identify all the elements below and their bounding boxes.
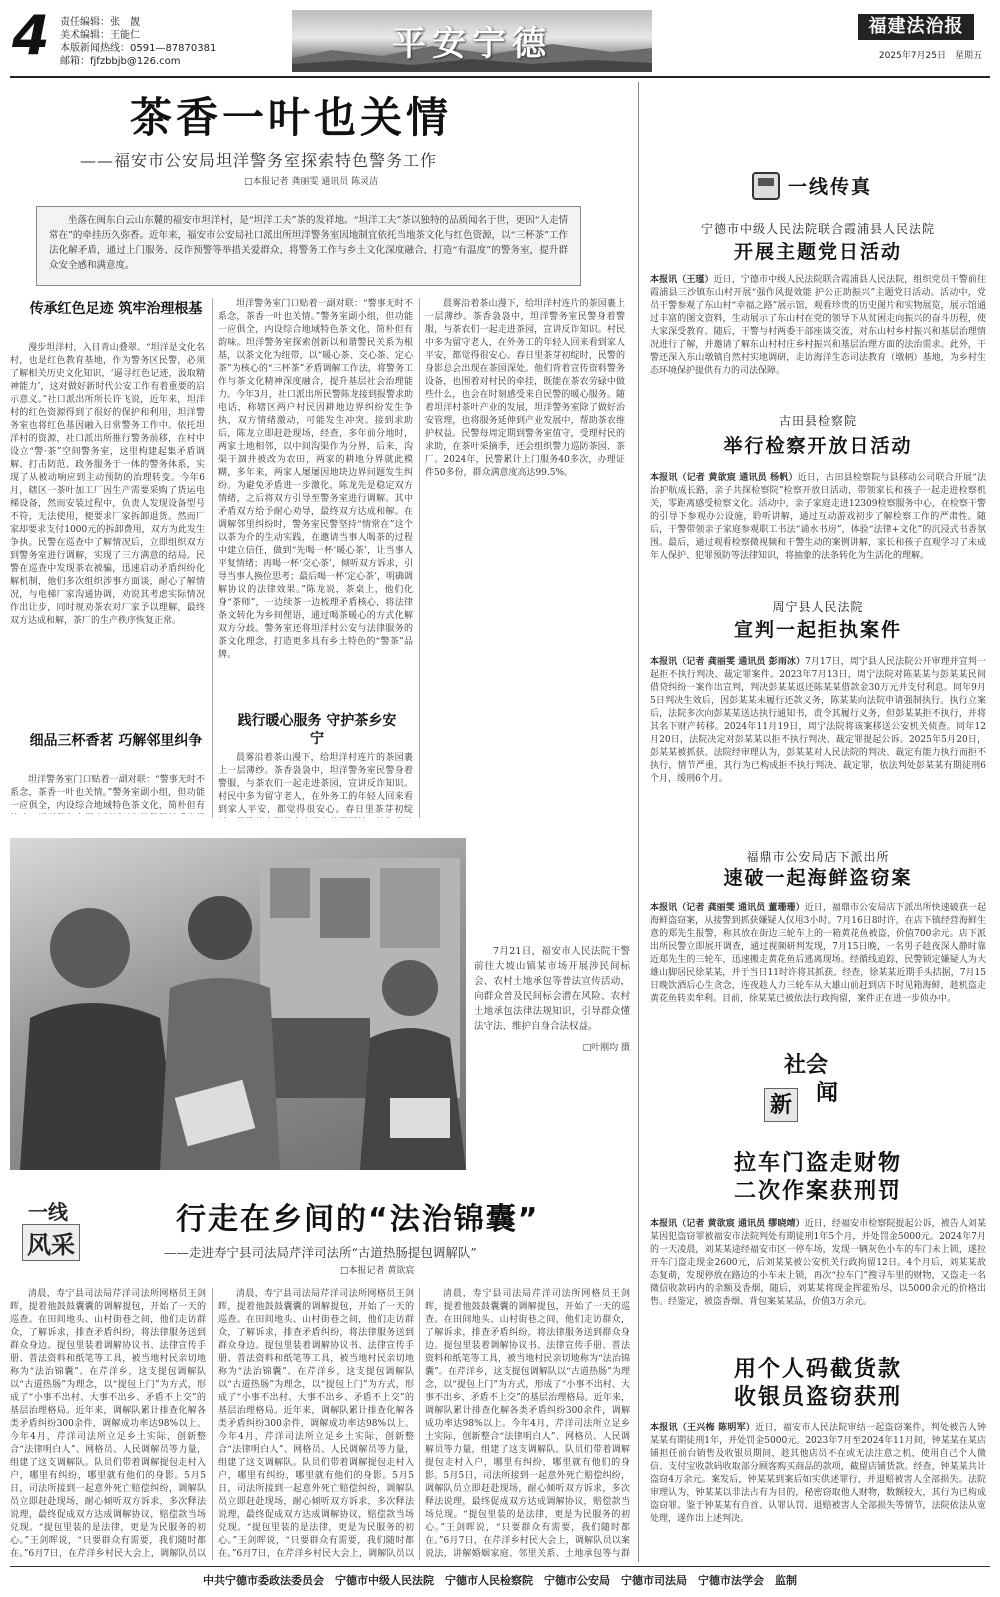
social-1-byline: 本报讯（记者 黄欲宸 通讯员 缪晓靖） xyxy=(650,1219,805,1229)
section-title-box xyxy=(752,168,882,204)
social-2-headline-b: 收银员盗窃获刑 xyxy=(733,1385,902,1410)
lead-section-2-cont: 坦洋警务室门口贴着一副对联：“警事无时不系念，茶香一叶也关情。”警务室副小组，但功能一应俱全，内设综合地域特色茶文化，简朴但有韵味。坦洋警务室探索创新以和谐警民关系为根基，以茶文化为纽带，以“暖心茶、交心茶、定心茶”为核心的“三杯茶”矛盾调解工作法，将警务工作与茶文化精神深度融合，提升基层社会治理能力。今年3月，社口派出所民警陈龙接到报警求助电话，称辖区两户村民因耕地边界纠纷发生争执，双方情绪激动，可能发生冲突。接到求助后，陈龙立即赶赴现场，经查，多年前分地时，两家土地相邻，以中间沟渠作为分界，后来，沟渠干涸并被改为农田，两家的耕地分界就此模糊，多年来，两家人屡屡因地块边界问题发生纠纷。为避免矛盾进一步激化，陈龙先是稳定双方情绪，之后将双方引导至警务室进行调解。其中矛盾双方给予耐心劝导，最终双方达成和解。在调解邻里纠纷时，警务室民警坚持“情常在”这个以茶为介的生动实践，在邀请当事人喝茶的过程中建立信任，做到“先喝一杯‘暖心茶’，让当事人平复情绪；再喝一杯‘交心茶’，倾听双方诉求，引导当事人换位思考；最后喝一杯‘定心茶’，明确调解协议的法律效果。”陈龙说，茶桌上，他们化身“茶师”，一边续茶一边梳理矛盾核心，将法律条文转化为乡间俚语，通过喝茶暖心的方式化解双方分歧。警务室还将坦洋村公安与法律服务的茶文化理念，打造更多具有乡土特色的“警茶”品牌。 xyxy=(218,299,413,660)
lead-section-1-text: 漫步坦洋村，入目青山叠翠。“坦洋是文化名村，也是红色教育基地，作为警务区民警，必须了解相关历史文化知识，‘逼寻红色记迹，汲取精神能力’，这对做好新时代公安工作有着重要的启示意义。”社口派出所所长许飞说，近年来，坦洋村的红色资源得到了很好的保护和利用，坦洋警务室也将红色基因融入日常警务工作中。依托坦洋村的资源，社口派出所推行警务前移，在村中设立“警·茶”空间警务室，这里构建起集矛盾调解、打击防范、政务服务于一体的警务体系，实现了从被动响应到主动预防的治理转变。今年6月，辖区一茶叶加工厂因生产需要采购了货运电梯设备，然而安装过程中，负责人发现设备型号不符，无法使用，便要求厂家拆卸退货。然而厂家却要求支付1000元的拆卸费用，双方为此发生争执。民警在巡查中了解情况后，立即组织双方到警务室进行调解，实现了三方满意的结局。民警在巡查中发现茶农被骗，迅速启动矛盾纠纷化解机制，他们多次组织涉事方面谈，耐心了解情况，与电梯厂家沟通协调，劝说其考虑实际情况作出让步，同时规劝茶农对厂家予以理解，最终双方达成和解，茶厂的生产秩序恢复正常。 xyxy=(10,343,205,626)
lead-byline: □本报记者 龚丽雯 通讯员 陈灵洁 xyxy=(244,177,379,187)
footer-rule xyxy=(10,1566,990,1567)
social-title-a: 社会 xyxy=(784,1053,829,1078)
news-3-byline: 本报讯（记者 龚丽雯 通讯员 彭雨冰） xyxy=(650,657,806,667)
lead-section-2-text: 坦洋警务室门口贴着一副对联：“警事无时不系念，茶香一叶也关情。”警务室副小组，但功能一应俱全，内设综合地域特色茶文化，简朴但有 xyxy=(10,775,205,811)
feature-subtitle: ——走进寿宁县司法局芹洋司法所“古道热肠提包调解队” xyxy=(164,1245,477,1260)
photo-illustration xyxy=(10,838,466,1170)
section-heading-1: 传承红色足迹 筑牢治理根基 xyxy=(29,301,203,317)
social-2-body xyxy=(650,1422,986,1560)
fax-icon xyxy=(752,172,780,200)
news-1-body xyxy=(650,274,986,392)
hotline: 本版新闻热线：0591—87870381 xyxy=(60,43,217,54)
lead-section-3-cont: 晨雾沿着茶山漫下，给坦洋村连片的茶园裹上一层薄纱。茶香袅袅中，坦洋警务室民警身着警服，与茶农们一起走进茶园，宣讲反诈知识。村民中多为留守老人，在外务工的年轻人回来看到家人平安，都觉得很安心。春日里茶芽初绽时，民警的身影总会出现在茶园深处。他们背着宣传资料警务设备，也围着对村民的牵挂，既能在茶农劳碌中做些什么，也会在时刻感受来自民警的暖心服务。随着坦洋村茶叶产业的发展，坦洋警务室除了做好治安管理，也将服务延伸到产业发展中，帮助茶农维护权益。民警每周定期到警务室值守，受理村民的求助，在茶叶采摘季，还会组织警力巡防茶园、茶厂。2024年，民警累计上门服务40多次，办理证件50多份，群众满意度高达99.5%。 xyxy=(425,299,625,478)
masthead: 福建法治报 xyxy=(858,14,974,40)
social-news-badge xyxy=(760,1048,870,1128)
column-badge-b: 风采 xyxy=(22,1224,80,1261)
page-number: 4 xyxy=(12,4,50,67)
news-4-byline: 本报讯（记者 龚丽雯 通讯员 董珊珊） xyxy=(650,903,805,913)
lead-section-3-text: 晨雾沿着茶山漫下，给坦洋村连片的茶园裹上一层薄纱。茶香袅袅中，坦洋警务室民警身着警服，与茶农们一起走进茶园，宣讲反诈知识。村民中多为留守老人，在外务工的年轻人回来看到家人平安，都觉得很安心。春日里茶芽初绽 xyxy=(218,753,413,815)
news-3-org: 周宁县人民法院 xyxy=(772,600,864,614)
lead-title: 茶香一叶也关情 xyxy=(130,93,453,142)
news-1-org: 宁德市中级人民法院联合霞浦县人民法院 xyxy=(700,222,935,236)
social-1-body xyxy=(650,1218,986,1336)
banner-title: 平安宁德 xyxy=(392,24,552,64)
photo-credit: □叶刚均 摄 xyxy=(582,1043,630,1053)
photo-caption-box xyxy=(470,940,630,1170)
header-rule xyxy=(10,76,990,78)
news-2-byline: 本报讯（记者 黄欲宸 通讯员 杨帆） xyxy=(650,473,798,483)
section-title: 一线传真 xyxy=(788,176,873,198)
news-4-text: 近日，福鼎市公安局店下派出所快速破获一起海鲜盗窃案，从接警到抓获嫌疑人仅用3小时。7月16日8时许，在店下镇经营海鲜生意的郑先生报警，称其放在街边三轮车上的一箱黄花鱼被盗，价值700余元。店下派出所民警立即展开调查，通过视频研判发现，7月15日晚，一名男子趁夜深人静时靠近郑先生的三轮车，迅速搬走黄花鱼后逃离现场。经循线追踪，民警锁定嫌疑人为大雄山脚居民徐某某，并于当日11时许将其抓获。经查，徐某某近期手头拮据，7月15日晚饮酒后心生贪念，连夜趁人力三轮车从大雄山前赶到店下时见箱海鲜，趁机盗走黄花鱼转卖牟利。目前，徐某某已被依法行政拘留，案件正在进一步侦办中。 xyxy=(650,903,986,1004)
section-heading-3: 践行暖心服务 守护茶乡安宁 xyxy=(237,713,397,747)
news-3-text: 7月17日，周宁县人民法院公开审理并宣判一起拒不执行判决、裁定罪案件。2023年7月13日，周宁法院对陈某某与彭某某民间借贷纠纷一案作出宣判，判决彭某某返还陈某某借款金30万元并支付利息。同年9月5日判决生效后，因彭某某未履行还款义务，陈某某向法院申请强制执行。执行立案后，法院多次向彭某某送达执行通知书，责令其履行义务，但彭某某拒不执行，并将其名下财产转移。2024年11月19日，周宁法院将该案移送公安机关侦查。同年12月20日，法院决定对彭某某以拒不执行判决、裁定罪提起公诉。2025年5月20日，彭某某被抓获。法院经审理认为，彭某某对人民法院的判决、裁定有能力执行而拒不执行，情节严重，其行为已构成拒不执行判决、裁定罪，依法判处彭某某有期徒刑6个月，缓刑6个月。 xyxy=(650,657,986,784)
art-editor-label: 美术编辑：王能仁 xyxy=(60,30,140,41)
feature-byline: □本报记者 黄欲宸 xyxy=(340,1266,415,1276)
issue-date: 2025年7月25日 星期五 xyxy=(878,51,982,61)
email: 邮箱：fjfzbbjb@126.com xyxy=(60,56,181,67)
news-4-org: 福鼎市公安局店下派出所 xyxy=(746,850,890,864)
header-banner xyxy=(292,10,652,72)
col-divider-2 xyxy=(419,298,420,818)
editor-info xyxy=(60,16,216,68)
news-2-body xyxy=(650,472,986,576)
lead-intro-box xyxy=(36,206,581,286)
feature-text-col-2: 清晨，寿宁县司法局芹洋司法所网格员王剑晖，提着他鼓鼓囊囊的调解提包，开始了一天的巡查。在田间地头、山村街巷之间，他们走访群众，了解诉求，排查矛盾纠纷，将法律服务送到群众身边。提包里装着调解协议书、法律宣传手册、普法资料和纸笔等工具，被当地村民亲切地称为“法治锦囊”。在芹洋乡，这支提包调解队以“古道热肠”为理念，以“提包上门”为方式，形成了“小事不出村、大事不出乡、矛盾不上交”的基层治理格局。近年来，调解队累计排查化解各类矛盾纠纷300余件，调解成功率达98%以上。今年4月，芹洋司法所立足乡土实际，创新整合“法律明白人”、网格员、人民调解员等力量，组建了这支调解队。队员们带着调解提包走村入户，哪里有纠纷，哪里就有他们的身影。5月5日，司法所接到一起意外死亡赔偿纠纷，调解队员立即赶赴现场，耐心倾听双方诉求，多次释法说理，最终促成双方达成调解协议，赔偿款当场兑现。“提包里装的是法律，更是为民服务的初心。”王剑晖说，“只要群众有需要，我们随时都在。”6月7日，在芹洋乡村民大会上，调解队员以 xyxy=(218,1289,414,1559)
news-4-headline: 速破一起海鲜盗窃案 xyxy=(723,867,913,889)
footer-supervisors: 中共宁德市委政法委员会 宁德市中级人民法院 宁德市人民检察院 宁德市公安局 宁德市司法局 宁德市法学会 监制 xyxy=(203,1574,797,1587)
social-2-headline-a: 用个人码截货款 xyxy=(733,1357,902,1382)
feature-divider-1 xyxy=(212,1288,213,1560)
column-badge xyxy=(16,1196,106,1266)
lead-intro: 坐落在闽东白云山东麓的福安市坦洋村，是“坦洋工夫”茶的发祥地。“坦洋工夫”茶以独特的品质闻名于世，更因“人走情常在”的牵挂历久弥香。近年来，福安市公安局社口派出所坦洋警务室因地制宜依托当地茶文化与红色资源，以“三杯茶”工作法化解矛盾，通过上门服务、反诈预警等举措关爱群众，将警务工作与乡土文化深度融合，打造“有温度”的警务室，提升群众安全感和满意度。 xyxy=(49,215,568,271)
feature-divider-2 xyxy=(419,1288,420,1560)
feature-title: 行走在乡间的“法治锦囊” xyxy=(176,1202,540,1237)
news-1-byline: 本报讯（王瑾） xyxy=(650,275,714,285)
social-1-text: 近日，经福安市检察院提起公诉，被告人刘某某因犯盗窃罪被福安市法院判处有期徒刑1年5个月，并处罚金5000元。2024年7月的一天凌晨，刘某某途经福安市区一停车场，发现一辆灰色小车的车门未上锁，遂拉开车门盗走现金2600元，后刘某某被公安机关行政拘留12日。4个月后，刘某某故态复萌，发现停放在路边的小车未上锁，再次“拉车门”搜寻车里的财物，又盗走一名微信收款码内的余额及香烟，随后，刘某某将现金挥霍殆尽，以5000余元的价格出售。经鉴定，被盗香烟、背包案某某品，价值3万余元。 xyxy=(650,1219,986,1307)
feature-text-col-3: 清晨，寿宁县司法局芹洋司法所网格员王剑晖，提着他鼓鼓囊囊的调解提包，开始了一天的巡查。在田间地头、山村街巷之间，他们走访群众，了解诉求，排查矛盾纠纷，将法律服务送到群众身边。提包里装着调解协议书、法律宣传手册、普法资料和纸笔等工具，被当地村民亲切地称为“法治锦囊”。在芹洋乡，这支提包调解队以“古道热肠”为理念，以“提包上门”为方式，形成了“小事不出村、大事不出乡、矛盾不上交”的基层治理格局。近年来，调解队累计排查化解各类矛盾纠纷300余件，调解成功率达98%以上。今年4月，芹洋司法所立足乡土实际，创新整合“法律明白人”、网格员、人民调解员等力量，组建了这支调解队。队员们带着调解提包走村入户，哪里有纠纷，哪里就有他们的身影。5月5日，司法所接到一起意外死亡赔偿纠纷，调解队员立即赶赴现场，耐心倾听双方诉求，多次释法说理，最终促成双方达成调解协议，赔偿款当场兑现。“提包里装的是法律，更是为民服务的初心。”王剑晖说，“只要群众有需要，我们随时都在。”6月7日，在芹洋乡村民大会上，调解队员以案说法，讲解婚姻家庭、邻里关系、土地承包等与群 xyxy=(425,1289,630,1559)
news-4-body xyxy=(650,902,986,1032)
social-2-byline: 本报讯（王兴梅 陈明军） xyxy=(650,1423,756,1433)
social-title-c: 闻 xyxy=(816,1081,839,1106)
social-1-headline-a: 拉车门盗走财物 xyxy=(733,1151,902,1176)
news-3-body xyxy=(650,656,986,836)
editor-label: 责任编辑：张 靓 xyxy=(60,17,140,28)
news-1-text: 近日，宁德市中级人民法院联合霞浦县人民法院，组织党员干警前往霞浦县三沙镇东山村开展“强作风提效能 护公正助振兴”主题党日活动。活动中，党员干警参观了东山村“幸福之路”展示馆，观看珍贵的历史图片和实物展览，展示馆通过丰富的图文资料，生动展示了东山村在党的领导下从贫困走向振兴的奋斗历程，使大家深受教育。随后，干警与村两委干部座谈交流，对东山村乡村振兴和基层治理情况进行了解，并邀请了解东山村村庄乡村振兴和基层治理方面的法治需求。此外，干警还深入东山墩镇自然村实地调研，走访海洋生态司法教育（墩柄）基地，为乡村生态环境保护提供有力的司法保障。 xyxy=(650,275,986,376)
news-3-headline: 宣判一起拒执案件 xyxy=(733,619,902,641)
news-1-headline: 开展主题党日活动 xyxy=(733,241,902,263)
column-badge-a: 一线 xyxy=(28,1200,68,1224)
news-2-headline: 举行检察开放日活动 xyxy=(723,435,913,457)
section-heading-2: 细品三杯香茗 巧解邻里纠争 xyxy=(29,733,203,749)
news-2-org: 古田县检察院 xyxy=(778,414,857,428)
photo-caption: 7月21日，福安市人民法院干警前往大坡山镇某市场开展涉民间标会、农村土地承包等普法宣传活动，向群众普及民间标会潜在风险、农村土地承包法律法规知识，引导群众懂法守法、维护自身合法权益。 xyxy=(474,946,630,1032)
col-divider-1 xyxy=(212,298,213,818)
news-photo xyxy=(10,838,466,1170)
social-title-b: 新 xyxy=(764,1088,798,1122)
social-1-headline-b: 二次作案获刑罚 xyxy=(733,1179,902,1204)
lead-subtitle: ——福安市公安局坦洋警务室探索特色警务工作 xyxy=(80,151,438,170)
vertical-divider-main xyxy=(638,82,639,1562)
feature-text-col-1: 清晨，寿宁县司法局芹洋司法所网格员王剑晖，提着他鼓鼓囊囊的调解提包，开始了一天的巡查。在田间地头、山村街巷之间，他们走访群众，了解诉求，排查矛盾纠纷，将法律服务送到群众身边。提包里装着调解协议书、法律宣传手册、普法资料和纸笔等工具，被当地村民亲切地称为“法治锦囊”。在芹洋乡，这支提包调解队以“古道热肠”为理念，以“提包上门”为方式，形成了“小事不出村、大事不出乡、矛盾不上交”的基层治理格局。近年来，调解队累计排查化解各类矛盾纠纷300余件，调解成功率达98%以上。今年4月，芹洋司法所立足乡土实际，创新整合“法律明白人”、网格员、人民调解员等力量，组建了这支调解队。队员们带着调解提包走村入户，哪里有纠纷，哪里就有他们的身影。5月5日，司法所接到一起意外死亡赔偿纠纷，调解队员立即赶赴现场，耐心倾听双方诉求，多次释法说理，最终促成双方达成调解协议，赔偿款当场兑现。“提包里装的是法律，更是为民服务的初心。”王剑晖说，“只要群众有需要，我们随时都在。”6月7日，在芹洋乡村民大会上，调解队员以 xyxy=(10,1289,206,1559)
social-2-text: 近日，福安市人民法院审结一起盗窃案件，判处被告人钟某某有期徒刑1年，并处罚金5000元。2023年7月至2024年11月间，钟某某在某店铺担任前台销售及收银员期间，趁其他店员不在或无法注意之机，使用自己个人微信、支付宝收款码收取部分顾客购买商品的款项，截留店铺货款。经查，钟某某共计盗窃4万余元。案发后，钟某某到案后如实供述罪行，并退赔被害人全部损失。法院审理认为，钟某某以非法占有为目的，秘密窃取他人财物，数额较大，其行为已构成盗窃罪。鉴于钟某某有自首、认罪认罚、退赔被害人全部损失等情节，法院依法从宽处理，遂作出上述判决。 xyxy=(650,1423,986,1524)
news-2-text: 近日，古田县检察院与县移动公司联合开展“法治护航成长路，亲子共探检察院”检察开放日活动，带领家长和孩子一起走进检察机关，零距离感受检察文化。活动中，亲子家庭走进12309检察服务中心，在检察干警的引导下参观办公设施，聆听讲解，通过互动游戏初步了解检察工作的严肃性。随后，干警带领亲子家庭参观职工书法“诵水书房”，体验“法律+文化”的沉浸式书香氛围。最后，通过观看检察微视频和干警生动的案例讲解，家长和孩子直观学习了未成年人保护、犯罪预防等法律知识，将抽象的法条转化为生活化的理解。 xyxy=(650,473,986,561)
